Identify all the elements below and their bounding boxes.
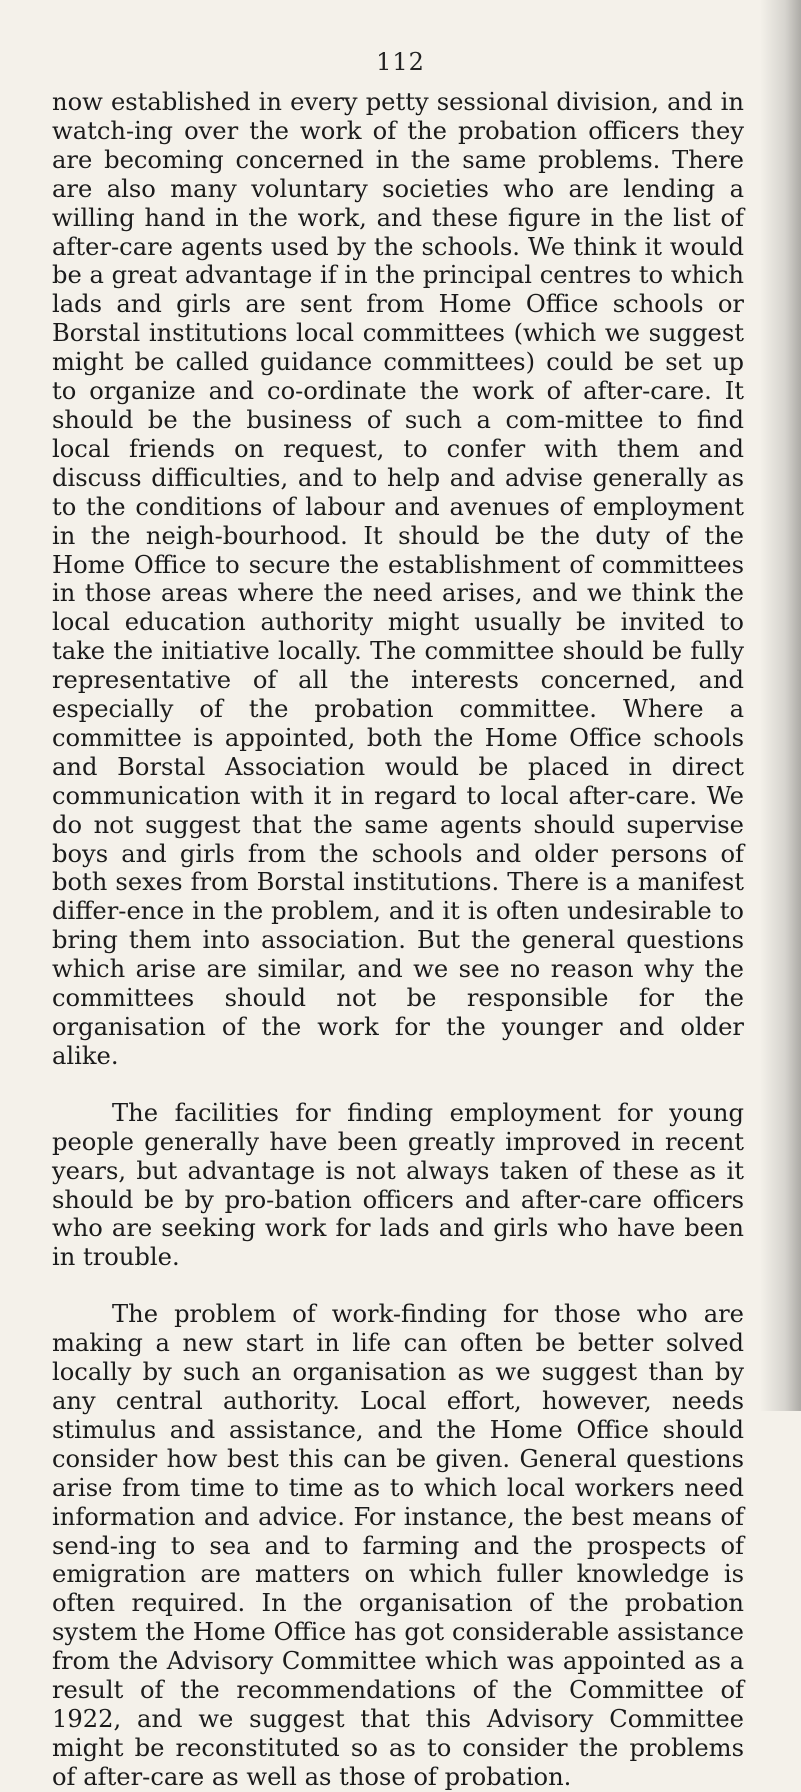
paragraph-employment-facilities: The facilities for finding employment for young people generally have been greatly improved in recent years, but advantage is not always taken of these as it should be by pro-bation officers and after-care officers who are seeking work for lads and girls who have been in trouble.: [52, 1098, 744, 1272]
body-text: [52, 88, 744, 1792]
page-number: 112: [376, 48, 425, 76]
paragraph-after-care-committees: now established in every petty sessional division, and in watch-ing over the work of the probation officers they are becoming concerned in the same problems. There are also many voluntary societies who are lending a willing hand in the work, and these figure in the list of after-care agents used by the schools. We think it would be a great advantage if in the principal centres to which lads and girls are sent from Home Office schools or Borstal institutions local committees (which we suggest might be called guidance committees) could be set up to organize and co-ordinate the work of after-care. It should be the business of such a com-mittee to find local friends on request, to confer with them and discuss difficulties, and to help and advise generally as to the conditions of labour and avenues of employment in the neigh-bourhood. It should be the duty of the Home Office to secure the establishment of committees in those areas where the need arises, and we think the local education authority might usually be invited to take the initiative locally. The committee should be fully representative of all the interests concerned, and especially of the probation committee. Where a committee is appointed, both the Home Office schools and Borstal Association would be placed in direct communication with it in regard to local after-care. We do not suggest that the same agents should supervise boys and girls from the schools and older persons of both sexes from Borstal institutions. There is a manifest differ-ence in the problem, and it is often undesirable to bring them into association. But the general questions which arise are similar, and we see no reason why the committees should not be responsible for the organisation of the work for the younger and older alike.: [52, 88, 744, 1070]
paragraph-work-finding: The problem of work-finding for those who are making a new start in life can often be better solved locally by such an organisation as we suggest than by any central authority. Local effort, however, needs stimulus and assistance, and the Home Office should consider how best this can be given. General questions arise from time to time as to which local workers need information and advice. For instance, the best means of send-ing to sea and to farming and the prospects of emigration are matters on which fuller knowledge is often required. In the organisation of the probation system the Home Office has got considerable assistance from the Advisory Committee which was appointed as a result of the recommendations of the Committee of 1922, and we suggest that this Advisory Committee might be reconstituted so as to consider the problems of after-care as well as those of probation.: [52, 1300, 744, 1791]
